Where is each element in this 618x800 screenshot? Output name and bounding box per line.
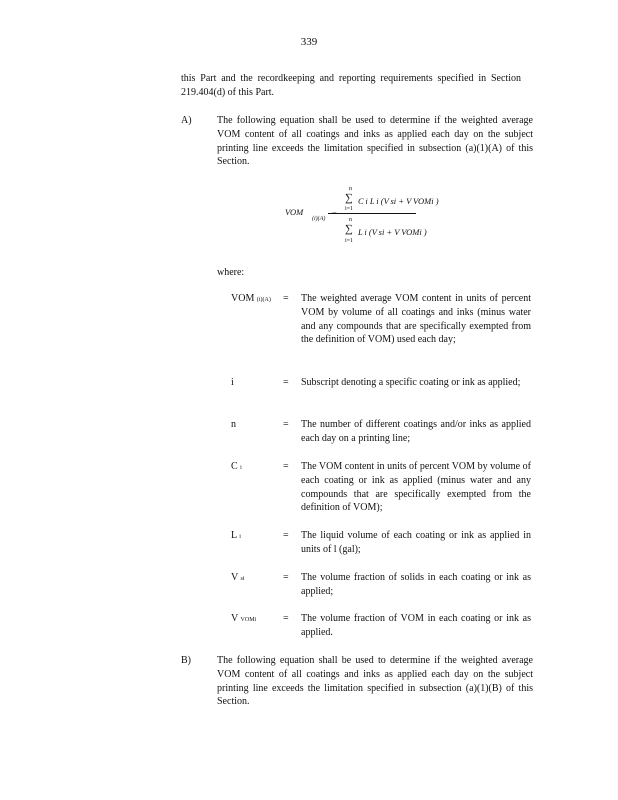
- intro-paragraph: this Part and the recordkeeping and reporting requirements specified in Section 219.404(d) of this Part.: [181, 73, 521, 98]
- definition-symbol: [231, 460, 242, 476]
- symbol-subscript: i: [239, 534, 241, 540]
- symbol-subscript: i: [240, 465, 242, 471]
- weighted-average-formula: [250, 186, 450, 250]
- where-label: where:: [217, 267, 245, 278]
- symbol-text: V: [231, 572, 239, 583]
- denominator-sum-symbol: ∑: [345, 223, 353, 235]
- formula-lhs: VOM: [285, 207, 304, 217]
- symbol-text: L: [231, 530, 237, 541]
- fraction-bar: [328, 213, 416, 214]
- definition-symbol: [231, 376, 234, 390]
- definition-equals: =: [283, 461, 289, 472]
- symbol-text: n: [231, 419, 236, 430]
- definition-text: The liquid volume of each coating or ink as applied in units of l (gal);: [301, 530, 531, 555]
- definition-equals: =: [283, 293, 289, 304]
- numerator-sum-upper: n: [349, 186, 352, 192]
- definition-symbol: [231, 418, 236, 432]
- denominator-sum-lower: i=1: [345, 238, 354, 244]
- symbol-text: V: [231, 613, 239, 624]
- definition-symbol: [231, 529, 241, 545]
- section-b-marker: B): [181, 655, 191, 666]
- definition-text: The weighted average VOM content in units of percent VOM by volume of all coatings and inks (minus water and any compounds that are specifically exempted from the definition of VOM) used each day;: [301, 293, 531, 346]
- definition-equals: =: [283, 613, 289, 624]
- formula-equals: =: [332, 208, 337, 218]
- symbol-text: C: [231, 461, 238, 472]
- symbol-text: i: [231, 377, 234, 388]
- definition-text: The volume fraction of solids in each coating or ink as applied;: [301, 572, 531, 597]
- definition-symbol: [231, 292, 271, 308]
- symbol-subscript: (i)(A): [256, 297, 271, 303]
- section-a-text: The following equation shall be used to determine if the weighted average VOM content of all coatings and inks as applied each day on the subject printing line exceeds the limitation specified in subsection (a)(1)(A) of this Section.: [217, 115, 533, 168]
- definition-text: The number of different coatings and/or inks as applied each day on a printing line;: [301, 419, 531, 444]
- formula-numerator: C i L i (V si + V VOMi ): [358, 196, 439, 206]
- symbol-subscript: VOMi: [240, 617, 257, 623]
- symbol-text: VOM: [231, 293, 255, 304]
- definition-equals: =: [283, 530, 289, 541]
- definition-symbol: [231, 612, 256, 628]
- definition-text: Subscript denoting a specific coating or ink as applied;: [301, 377, 521, 388]
- definition-text: The VOM content in units of percent VOM by volume of each coating or ink as applied (minus water and any compounds that are specifically exempted from the definition of VOM);: [301, 461, 531, 514]
- definition-symbol: [231, 571, 245, 587]
- definition-text: The volume fraction of VOM in each coating or ink as applied.: [301, 613, 531, 638]
- section-a-marker: A): [181, 115, 192, 126]
- definition-equals: =: [283, 419, 289, 430]
- numerator-sum-lower: i=1: [345, 206, 354, 212]
- denominator-sum-upper: n: [349, 217, 352, 223]
- section-b-text: The following equation shall be used to determine if the weighted average VOM content of all coatings and inks as applied each day on the subject printing line exceeds the limitation specified in subsection (a)(1)(B) of this Section.: [217, 655, 533, 708]
- formula-denominator: L i (V si + V VOMi ): [358, 227, 427, 237]
- symbol-subscript: si: [240, 576, 245, 582]
- definition-equals: =: [283, 572, 289, 583]
- definition-equals: =: [283, 377, 289, 388]
- formula-lhs-subscript: (i)(A): [312, 216, 326, 222]
- numerator-sum-symbol: ∑: [345, 192, 353, 204]
- page-number: 339: [300, 36, 318, 48]
